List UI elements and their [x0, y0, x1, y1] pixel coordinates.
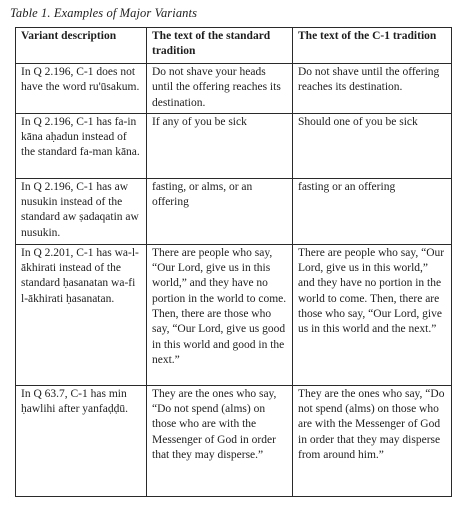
table-row — [16, 64, 452, 114]
cell-c1: Do not shave until the offering reaches its destination. — [293, 64, 452, 114]
cell-standard: fasting, or alms, or an offering — [147, 178, 293, 244]
table-caption: Table 1. Examples of Major Variants — [10, 6, 198, 20]
cell-variant: In Q 2.196, C-1 has aw nusukin instead of the standard aw ṣadaqatin aw nusukin. — [16, 178, 147, 244]
table-row — [16, 385, 452, 496]
cell-variant: In Q 2.196, C-1 has fa-in kāna aḥadun instead of the standard fa-man kāna. — [16, 113, 147, 178]
header-variant-description: Variant description — [16, 28, 147, 64]
cell-standard: If any of you be sick — [147, 113, 293, 178]
cell-variant: In Q 63.7, C-1 has min ḥawlihi after yanfaḍḍū. — [16, 385, 147, 496]
variants-table — [15, 27, 452, 497]
cell-c1: fasting or an offering — [293, 178, 452, 244]
cell-variant: In Q 2.196, C-1 does not have the word ru'ūsakum. — [16, 64, 147, 114]
header-c1-tradition: The text of the C-1 tradition — [293, 28, 452, 64]
cell-standard: Do not shave your heads until the offering reaches its destination. — [147, 64, 293, 114]
cell-c1: There are people who say, “Our Lord, give us in this world,” and they have no portion in the world to come. Then, there are those who say, “Our Lord, give us in this world and the next.” — [293, 244, 452, 385]
header-standard-tradition: The text of the standard tradition — [147, 28, 293, 64]
table-row — [16, 113, 452, 178]
cell-c1: Should one of you be sick — [293, 113, 452, 178]
table-row — [16, 178, 452, 244]
cell-standard: There are people who say, “Our Lord, give us in this world,” and they have no portion in the world to come. Then, there are those who say, “Our Lord, give us good in this world and good in the next.” — [147, 244, 293, 385]
table-header-row — [16, 28, 452, 64]
cell-variant: In Q 2.201, C-1 has wa-l-ākhirati instead of the standard ḥasanatan wa-fi l-ākhirati ḥasanatan. — [16, 244, 147, 385]
table-row — [16, 244, 452, 385]
cell-c1: They are the ones who say, “Do not spend (alms) on those who are with the Messenger of God in order that they may disperse from around him.” — [293, 385, 452, 496]
cell-standard: They are the ones who say, “Do not spend (alms) on those who are with the Messenger of God in order that they may disperse.” — [147, 385, 293, 496]
